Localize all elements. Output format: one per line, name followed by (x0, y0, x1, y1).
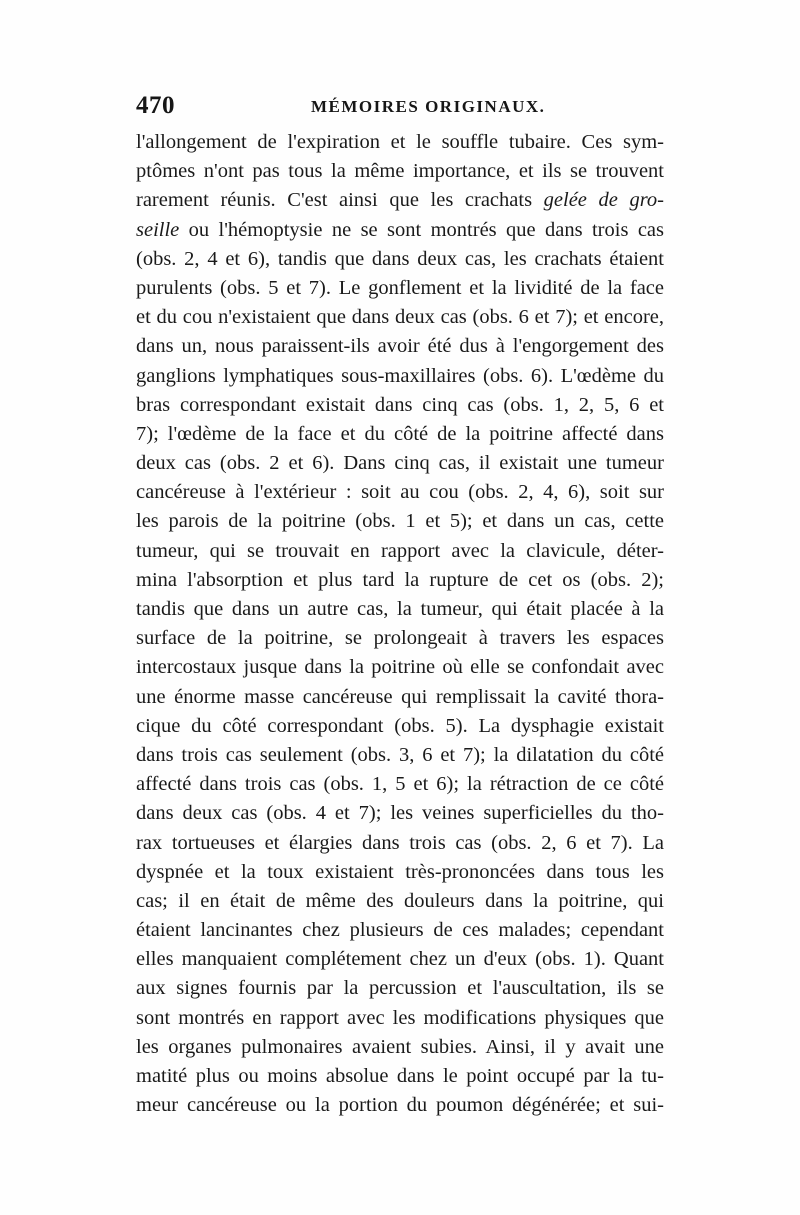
text-line (136, 945, 664, 974)
text-line (136, 157, 664, 186)
line-text: dans un, nous paraissent-ils avoir été dus à l'engorgement des (136, 335, 664, 358)
text-line (136, 595, 664, 624)
text-line (136, 858, 664, 887)
text-line (136, 683, 664, 712)
text-line (136, 391, 664, 420)
text-line (136, 128, 664, 157)
text-line (136, 653, 664, 682)
line-text: surface de la poitrine, se prolongeait à travers les espaces (136, 627, 664, 650)
line-text: ou l'hémoptysie ne se sont montrés que dans trois cas (179, 218, 664, 241)
line-text: meur cancéreuse ou la portion du poumon dégénérée; et sui- (136, 1094, 664, 1117)
text-line (136, 303, 664, 332)
text-line (136, 566, 664, 595)
text-line (136, 478, 664, 507)
text-line (136, 362, 664, 391)
line-text: ganglions lymphatiques sous-maxillaires (obs. 6). L'œdème du (136, 364, 664, 387)
line-text: sont montrés en rapport avec les modifications physiques que (136, 1006, 664, 1029)
text-line (136, 332, 664, 361)
text-line (136, 216, 664, 245)
line-text: dyspnée et la toux existaient très-prononcées dans tous les (136, 860, 664, 883)
text-line (136, 537, 664, 566)
text-line (136, 420, 664, 449)
text-line (136, 1033, 664, 1062)
line-text: mina l'absorption et plus tard la rupture de cet os (obs. 2); (136, 568, 664, 591)
line-text: cique du côté correspondant (obs. 5). La dysphagie existait (136, 714, 664, 737)
body-text (136, 128, 664, 1120)
text-line (136, 1091, 664, 1120)
text-line (136, 449, 664, 478)
text-line (136, 712, 664, 741)
line-text: cancéreuse à l'extérieur : soit au cou (obs. 2, 4, 6), soit sur (136, 481, 664, 504)
text-line (136, 799, 664, 828)
line-text: tandis que dans un autre cas, la tumeur, qui était placée à la (136, 598, 664, 620)
text-line (136, 507, 664, 536)
line-text: aux signes fournis par la percussion et l'auscultation, ils se (136, 977, 664, 1000)
text-line (136, 1004, 664, 1033)
line-text: purulents (obs. 5 et 7). Le gonflement et la lividité de la face (136, 276, 664, 299)
line-text: 7); l'œdème de la face et du côté de la poitrine affecté dans (136, 422, 664, 445)
text-line (136, 887, 664, 916)
line-text: cas; il en était de même des douleurs dans la poitrine, qui (136, 889, 664, 912)
line-text: dans deux cas (obs. 4 et 7); les veines superficielles du tho- (136, 802, 664, 825)
text-line (136, 741, 664, 770)
italic-text: seille (136, 218, 180, 241)
italic-text: gelée de gro- (543, 189, 664, 212)
line-text: une énorme masse cancéreuse qui remplissait la cavité thora- (136, 685, 664, 708)
text-line (136, 829, 664, 858)
line-text: rax tortueuses et élargies dans trois cas (obs. 2, 6 et 7). La (136, 831, 664, 854)
line-text: les parois de la poitrine (obs. 1 et 5); et dans un cas, cette (136, 510, 664, 533)
line-text: tumeur, qui se trouvait en rapport avec la clavicule, déter- (136, 539, 664, 562)
page-header (136, 92, 664, 124)
line-text: affecté dans trois cas (obs. 1, 5 et 6); la rétraction de ce côté (136, 773, 664, 796)
text-line (136, 624, 664, 653)
line-text: étaient lancinantes chez plusieurs de ces malades; cependant (136, 919, 664, 942)
text-line (136, 186, 664, 215)
line-text: deux cas (obs. 2 et 6). Dans cinq cas, il existait une tumeur (136, 452, 664, 475)
line-text: elles manquaient complétement chez un d'eux (obs. 1). Quant (136, 948, 664, 971)
line-text: l'allongement de l'expiration et le souffle tubaire. Ces sym- (136, 131, 664, 153)
text-line (136, 1062, 664, 1091)
text-line (136, 245, 664, 274)
page-number: 470 (136, 92, 175, 119)
line-text: rarement réunis. C'est ainsi que les crachats (136, 189, 544, 212)
text-line (136, 916, 664, 945)
text-line (136, 274, 664, 303)
line-text: et du cou n'existaient que dans deux cas (obs. 6 et 7); et encore, (136, 306, 664, 329)
line-text: matité plus ou moins absolue dans le point occupé par la tu- (136, 1065, 664, 1087)
line-text: ptômes n'ont pas tous la même importance, et ils se trouvent (136, 160, 664, 183)
line-text: (obs. 2, 4 et 6), tandis que dans deux cas, les crachats étaient (136, 247, 664, 270)
running-head: MÉMOIRES ORIGINAUX. (311, 97, 546, 116)
line-text: dans trois cas seulement (obs. 3, 6 et 7); la dilatation du côté (136, 743, 664, 766)
text-line (136, 974, 664, 1003)
text-line (136, 770, 664, 799)
line-text: bras correspondant existait dans cinq cas (obs. 1, 2, 5, 6 et (136, 393, 664, 416)
line-text: intercostaux jusque dans la poitrine où elle se confondait avec (136, 656, 664, 679)
line-text: les organes pulmonaires avaient subies. Ainsi, il y avait une (136, 1035, 664, 1058)
